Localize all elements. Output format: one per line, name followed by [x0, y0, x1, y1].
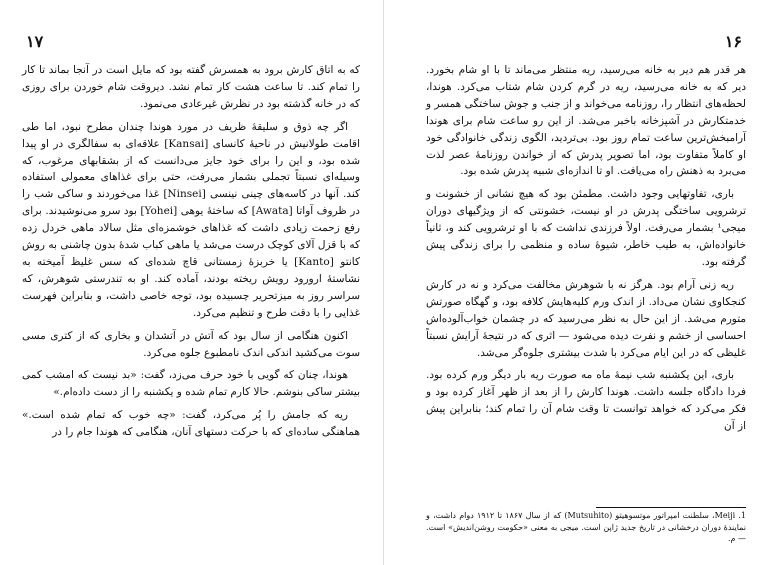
page-number: ۱۷: [26, 32, 44, 51]
paragraph: هوندا، چنان که گویی با خود حرف می‌زد، گفت: «بد نیست که امشب کمی بیشتر ساکی بنوشم. حالا کارم تمام شده و یکشنبه را از دست داده‌ام.»: [22, 369, 360, 399]
paragraph: اگر چه ذوق و سلیقهٔ ظریف در مورد هوندا چندان مطرح نبود، اما طی اقامت طولانیش در ناحیهٔ کانسای [Kansai] علاقه‌ای به سفالگری در او پیدا شده بود، و این را برای خود جایز می‌دانست که از بشقابهای مرغوب، که وسیله‌ای نسبتاً تجملی بشمار می‌رفت، حتی برای غذاهای معمولی استفاده کند. آنها در کاسه‌های چینی نینسی [Ninsei] غذا می‌خوردند و ساکی شب را در ظروف آواتا [Awata] که ساختهٔ یوهی [Yohei] بود سرو می‌نوشیدند. برای رفع زحمت زیادی داشت که غذاهای خوشمزه‌ای مثل سالاد ماهی خردل زده که با قزل آلای کوچک درست می‌شد یا ماهی کباب شدهٔ بدون چاشنی به روش کانتو [Kanto] یا خربزهٔ زمستانی قاچ شده‌ای که سس غلیظ آمیخته به نشاستهٔ ارورود رویش ریخته بودند، آماده کند. او به تندرستی شوهرش، که سراسر روز به میزتحریر چسبیده بود، توجه خاصی داشت، و بنابراین فهرست غذایی را با دقت طرح و تنظیم می‌کرد.: [22, 120, 360, 319]
paragraph: هر قدر هم دیر به خانه می‌رسید، ریه منتظر می‌ماند تا با او شام بخورد. دیر که به خانه می‌رسید، ریه در گرم کردن شام شتاب می‌کرد. هوندا، لحظه‌های انتظار را، روزنامه می‌خواند و از جنب و جوش ساختگی همسر و خدمتکارش در آشپزخانه باخبر می‌شد. از این رو ساعت شام برای هوندا آرامبخش‌ترین ساعت تمام روز بود. بی‌تردید، الگوی زندگی خانوادگی خود او کاملاً متفاوت بود، اما تصویر پدرش که از خواندن روزنامهٔ عصر لذت می‌برد به ذهنش راه می‌یافت. او تا اندازه‌ای شبیه پدرش شده بود.: [426, 64, 746, 178]
footnote: 1. Meiji، سلطنت امپراتور موتسوهیتو (Mutsuhito) که از سال ۱۸۶۷ تا ۱۹۱۲ دوام داشت، و نمایندهٔ دوران درخشانی در تاریخ جدید ژاپن است. میجی به معنی «حکومت روشن‌اندیش» است. — م.: [426, 511, 746, 543]
footnote-divider: [596, 507, 746, 508]
paragraph: اکنون هنگامی از سال بود که آتش در آتشدان و بخاری که از کتری مسی سوت می‌کشید اندکی اندک نامطبوع جلوه می‌کرد.: [22, 329, 360, 359]
paragraph: باری، این یکشنبه شب نیمهٔ ماه مه صورت ریه بار دیگر ورم کرده بود. فردا دادگاه جلسه داشت. هوندا کارش را از بعد از ظهر آغاز کرده بود و فکر می‌کرد که خواهد توانست تا وقت شام آن را تمام کند؛ بنابراین پیش از آن: [426, 369, 746, 433]
page-text: [22, 62, 360, 447]
right-page: [384, 0, 768, 565]
paragraph: باری، تفاوتهایی وجود داشت. مطمئن بود که هیچ نشانی از خشونت و ترشرویی ساختگی پدرش در او نیست، خشونتی که از ویژگیهای دوران میجی¹ بشمار می‌رفت. اولاً فرزندی نداشت که با او ترشرویی کند و، ثانیاً خانواده‌اش، به طیب خاطر، شیوهٔ ساده و منظمی را برای زندگی پیش گرفته بود.: [426, 188, 746, 268]
paragraph: که به اتاق کارش برود به همسرش گفته بود که مایل است در آنجا بماند تا کار را تمام کند. تا ساعت هشت کار تمام نشد. دیروقت شام خوردن برای روزی که در خانه گذشته بود در نظرش غیرعادی می‌نمود.: [22, 64, 360, 110]
page-text: [426, 62, 746, 441]
page-number: ۱۶: [724, 32, 742, 51]
paragraph: ریه که جامش را پُر می‌کرد، گفت: «چه خوب که تمام شده است.» هماهنگی ساده‌ای که با حرکت دستهای آنان، هنگامی که هوندا جام را در: [22, 409, 360, 439]
paragraph: ریه زنی آرام بود. هرگز نه با شوهرش مخالفت می‌کرد و نه در کارش کنجکاوی نشان می‌داد. از اندک ورم کلیه‌هایش کلافه بود، و گهگاه صورتش متورم می‌شد. از این حال به نظر می‌رسید که در چشمان خواب‌آلوده‌اش احساسی از خشم و نفرت دیده می‌شود — اثری که در نتیجهٔ آرایش نسبتاً غلیظی که در این ایام می‌کرد با شدت بیشتری جلوه‌گر می‌شد.: [426, 278, 746, 359]
